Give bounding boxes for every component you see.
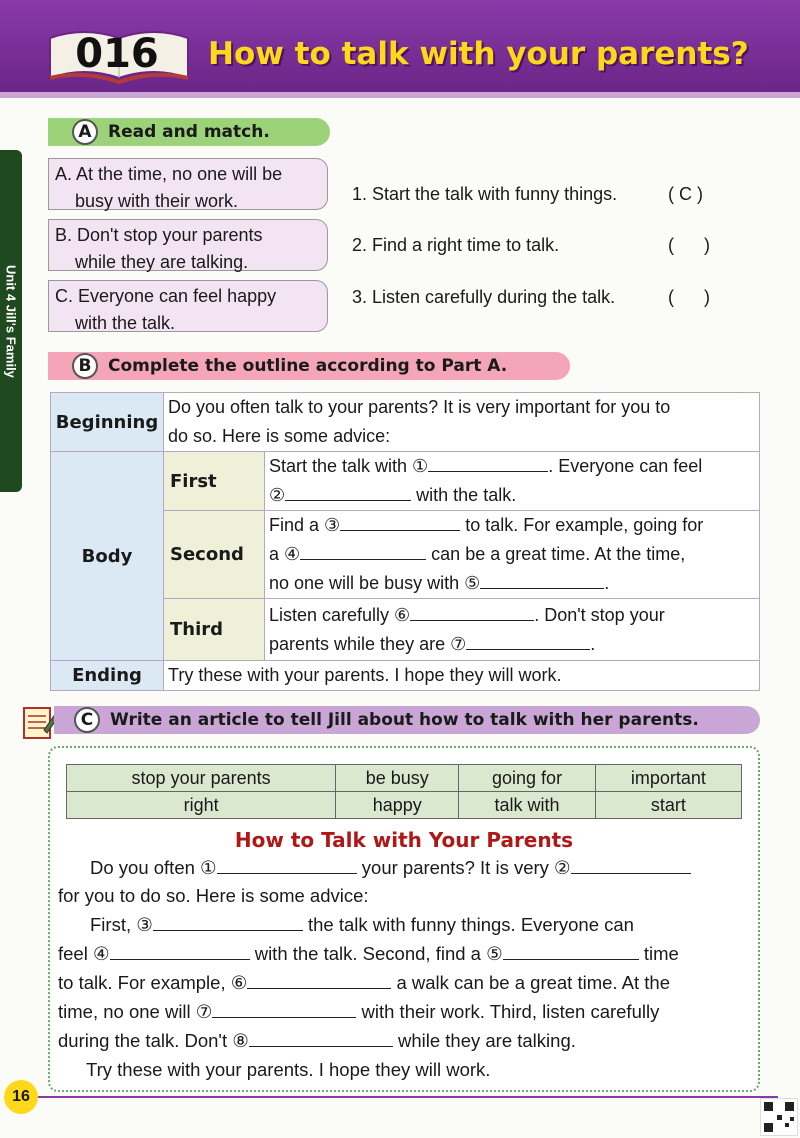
second-text-a: Find a ③ bbox=[269, 515, 341, 535]
article-line-1 bbox=[58, 854, 780, 882]
first-text-b: . Everyone can feel bbox=[548, 456, 703, 476]
first-label: First bbox=[164, 452, 265, 511]
section-a-title: Read and match. bbox=[108, 122, 270, 142]
section-a-header bbox=[48, 118, 330, 146]
article-text: time bbox=[643, 943, 679, 964]
beginning-label: Beginning bbox=[51, 393, 164, 452]
word-bank-item: right bbox=[67, 792, 336, 819]
article-blank-4[interactable] bbox=[110, 941, 250, 960]
section-b-letter: B bbox=[72, 353, 98, 379]
match-item-3-answer[interactable]: ( ) bbox=[668, 287, 710, 307]
article-line-8: Try these with your parents. I hope they will work. bbox=[86, 1059, 491, 1080]
article-line-3 bbox=[58, 911, 780, 939]
word-bank-item: happy bbox=[336, 792, 459, 819]
match-option-c-line2: with the talk. bbox=[75, 313, 176, 333]
article-line-4 bbox=[58, 940, 748, 968]
article-text: Do you often ① bbox=[90, 857, 217, 878]
word-bank-item: stop your parents bbox=[67, 765, 336, 792]
second-text-f: . bbox=[604, 573, 610, 593]
match-item-2 bbox=[352, 232, 772, 258]
beginning-text bbox=[164, 393, 760, 452]
blank-6[interactable] bbox=[410, 602, 534, 621]
blank-2[interactable] bbox=[285, 482, 411, 501]
word-bank-item: going for bbox=[459, 765, 596, 792]
article-title: How to Talk with Your Parents bbox=[234, 828, 574, 852]
article-blank-7[interactable] bbox=[212, 999, 356, 1018]
third-text-c: parents while they are ⑦ bbox=[269, 633, 467, 654]
article-text: during the talk. Don't ⑧ bbox=[58, 1030, 249, 1051]
word-bank-item: talk with bbox=[459, 792, 596, 819]
third-text-b: . Don't stop your bbox=[534, 604, 665, 625]
match-item-2-text: 2. Find a right time to talk. bbox=[352, 235, 560, 255]
third-text-a: Listen carefully ⑥ bbox=[269, 604, 411, 625]
blank-5[interactable] bbox=[480, 570, 604, 589]
body-label: Body bbox=[51, 452, 164, 661]
second-text-b: to talk. For example, going for bbox=[465, 515, 704, 535]
article-text: to talk. For example, ⑥ bbox=[58, 972, 248, 993]
article-blank-6[interactable] bbox=[247, 970, 391, 989]
page-number: 16 bbox=[4, 1080, 38, 1114]
third-label: Third bbox=[164, 599, 265, 661]
second-text-d: can be a great time. At the time, bbox=[431, 544, 686, 564]
match-item-2-answer[interactable]: ( ) bbox=[668, 235, 710, 255]
article-text: a walk can be a great time. At the bbox=[396, 972, 671, 993]
article-blank-2[interactable] bbox=[571, 855, 691, 874]
section-a-letter: A bbox=[72, 119, 98, 145]
article-text: while they are talking. bbox=[397, 1030, 576, 1051]
third-text bbox=[265, 599, 760, 661]
section-b-header bbox=[48, 352, 570, 380]
section-c-title: Write an article to tell Jill about how to talk with her parents. bbox=[110, 710, 699, 730]
article-text: the talk with funny things. Everyone can bbox=[307, 914, 634, 935]
word-bank bbox=[66, 764, 742, 819]
qr-code-icon bbox=[760, 1098, 798, 1136]
first-text-a: Start the talk with ① bbox=[269, 456, 429, 476]
match-option-b-line1: B. Don't stop your parents bbox=[55, 225, 263, 245]
blank-4[interactable] bbox=[300, 541, 426, 560]
article-blank-3[interactable] bbox=[153, 912, 303, 931]
page-title: How to talk with your parents? bbox=[208, 36, 749, 72]
match-item-1 bbox=[352, 181, 772, 207]
match-option-c bbox=[48, 280, 328, 332]
match-option-b-line2: while they are talking. bbox=[75, 252, 249, 272]
lesson-number: 016 bbox=[75, 31, 159, 77]
article-text: with their work. Third, listen carefully bbox=[361, 1001, 660, 1022]
section-c-header bbox=[54, 706, 760, 734]
first-text-c: ② bbox=[269, 485, 286, 505]
article-line-2: for you to do so. Here is some advice: bbox=[58, 885, 369, 906]
page-footer-rule bbox=[38, 1096, 778, 1098]
article-blank-8[interactable] bbox=[249, 1028, 393, 1047]
article-text: feel ④ bbox=[58, 943, 110, 964]
section-b-title: Complete the outline according to Part A. bbox=[108, 356, 508, 376]
article-blank-5[interactable] bbox=[503, 941, 639, 960]
beginning-line1: Do you often talk to your parents? It is very important for you to bbox=[168, 397, 671, 417]
section-c-letter: C bbox=[74, 707, 100, 733]
word-bank-item: be busy bbox=[336, 765, 459, 792]
article-text: First, ③ bbox=[90, 914, 153, 935]
ending-label: Ending bbox=[51, 661, 164, 691]
match-item-3-text: 3. Listen carefully during the talk. bbox=[352, 287, 616, 307]
first-text bbox=[265, 452, 760, 511]
article-line-7 bbox=[58, 1027, 748, 1055]
word-bank-item: important bbox=[595, 765, 741, 792]
article-text: time, no one will ⑦ bbox=[58, 1001, 213, 1022]
match-option-a-line2: busy with their work. bbox=[75, 191, 239, 211]
beginning-line2: do so. Here is some advice: bbox=[168, 426, 391, 446]
article-text: with the talk. Second, find a ⑤ bbox=[254, 943, 503, 964]
article-line-6 bbox=[58, 998, 748, 1026]
outline-table bbox=[50, 392, 760, 691]
blank-3[interactable] bbox=[340, 512, 460, 531]
match-item-1-text: 1. Start the talk with funny things. bbox=[352, 184, 618, 204]
second-text-c: a ④ bbox=[269, 544, 301, 564]
blank-1[interactable] bbox=[428, 453, 548, 472]
third-text-d: . bbox=[590, 633, 596, 654]
article-blank-1[interactable] bbox=[217, 855, 357, 874]
blank-7[interactable] bbox=[466, 631, 590, 650]
match-option-a-line1: A. At the time, no one will be bbox=[55, 164, 283, 184]
article-line-5 bbox=[58, 969, 748, 997]
match-option-b bbox=[48, 219, 328, 271]
second-text bbox=[265, 511, 760, 599]
unit-side-tab: Unit 4 Jill's Family bbox=[0, 150, 22, 492]
match-option-a bbox=[48, 158, 328, 210]
header-stripe bbox=[0, 92, 800, 98]
first-text-d: with the talk. bbox=[416, 485, 517, 505]
ending-text: Try these with your parents. I hope they will work. bbox=[164, 661, 760, 691]
second-label: Second bbox=[164, 511, 265, 599]
word-bank-item: start bbox=[595, 792, 741, 819]
article-text: your parents? It is very ② bbox=[361, 857, 571, 878]
match-item-3 bbox=[352, 284, 772, 310]
match-item-1-answer[interactable]: ( C ) bbox=[668, 184, 703, 204]
second-text-e: no one will be busy with ⑤ bbox=[269, 573, 481, 593]
match-option-c-line1: C. Everyone can feel happy bbox=[55, 286, 277, 306]
